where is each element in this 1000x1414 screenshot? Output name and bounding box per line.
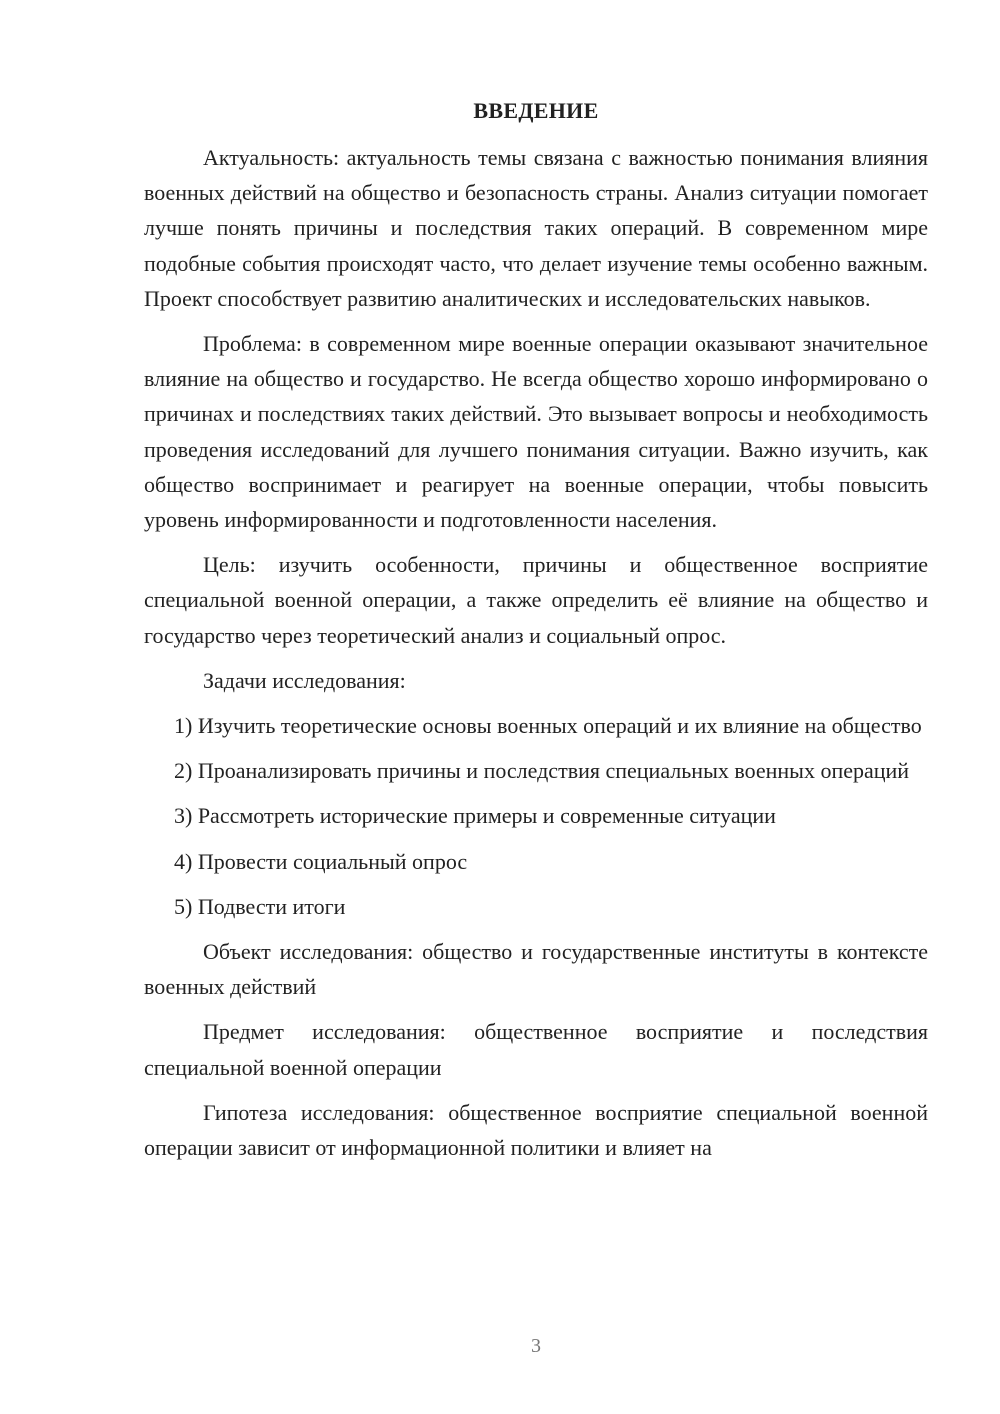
task-item: 3) Рассмотреть исторические примеры и современные ситуации bbox=[174, 803, 776, 829]
task-item: 1) Изучить теоретические основы военных операций и их влияние на общество bbox=[174, 713, 922, 739]
page-number: 3 bbox=[531, 1335, 541, 1357]
task-item: 5) Подвести итоги bbox=[174, 893, 346, 919]
object-paragraph: Объект исследования: общество и государственные институты в контексте военных действий bbox=[144, 939, 928, 1000]
document-body bbox=[144, 96, 928, 1175]
hypothesis-paragraph: Гипотеза исследования: общественное восприятие специальной военной операции зависит от информационной политики и влияет на bbox=[144, 1099, 928, 1161]
subject-paragraph: Предмет исследования: общественное восприятие и последствия специальной военной операции bbox=[144, 1019, 928, 1080]
task-item: 2) Проанализировать причины и последствия специальных военных операций bbox=[174, 758, 910, 784]
relevance-paragraph: Актуальность: актуальность темы связана с важностью понимания влияния военных действий на общество и безопасность страны. Анализ ситуации помогает лучше понять причины и последствия таких операций. В современном мире подобные события происходят часто, что делает изучение темы особенно важным. Проект способствует развитию аналитических и исследовательских навыков. bbox=[144, 145, 928, 311]
problem-paragraph: Проблема: в современном мире военные операции оказывают значительное влияние на общество и государство. Не всегда общество хорошо информировано о причинах и последствиях таких действий. Это вызывает вопросы и необходимость проведения исследований для лучшего понимания ситуации. Важно изучить, как общество воспринимает и реагирует на военные операции, чтобы повысить уровень информированности и подготовленности населения. bbox=[144, 331, 928, 533]
tasks-heading: Задачи исследования: bbox=[203, 667, 406, 693]
task-item: 4) Провести социальный опрос bbox=[174, 848, 468, 874]
goal-paragraph: Цель: изучить особенности, причины и общественное восприятие специальной военной операции, а также определить её влияние на общество и государство через теоретический анализ и социальный опрос. bbox=[144, 552, 928, 648]
section-title: ВВЕДЕНИЕ bbox=[473, 98, 599, 123]
